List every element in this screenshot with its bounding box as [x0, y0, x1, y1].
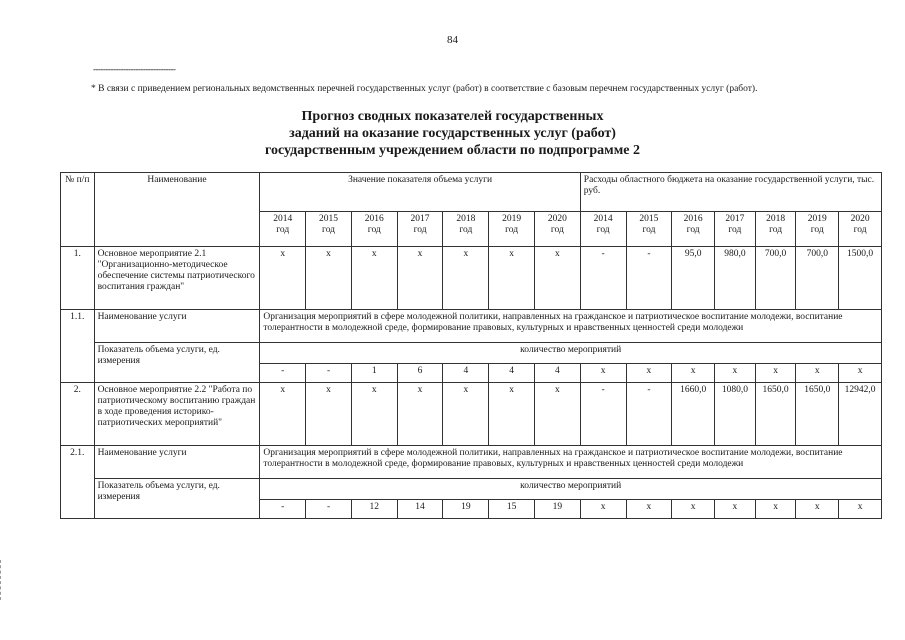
year-value: 2017 [725, 214, 745, 224]
year-header [755, 212, 796, 247]
page-number: 84 [447, 34, 458, 46]
indicator-label: Показатель объема услуги, ед. измерения [94, 479, 260, 519]
year-suffix: год [686, 225, 700, 235]
expense-value: 1650,0 [796, 383, 839, 446]
year-value: 2020 [850, 214, 870, 224]
year-value: 2015 [319, 214, 339, 224]
expense-value: 980,0 [715, 247, 756, 310]
year-header [715, 212, 756, 247]
service-description: Организация мероприятий в сфере молодежной политики, направленных на гражданское и патриотическое воспитание молодежи, воспитание толерантности в молодежной среде, формирование правовых, культурных и нравственных ценностей среди молодежи [260, 310, 882, 343]
indicator-value: 12 [351, 500, 397, 519]
indicator-value: 6 [397, 364, 443, 383]
volume-value: х [260, 247, 306, 310]
volume-value: х [534, 383, 580, 446]
year-suffix: год [322, 225, 336, 235]
year-value: 2018 [456, 214, 476, 224]
year-header [351, 212, 397, 247]
indicator-unit: количество мероприятий [260, 479, 882, 500]
expense-value: - [626, 247, 672, 310]
expense-value: 12942,0 [839, 383, 882, 446]
indicator-value: 15 [489, 500, 535, 519]
indicator-label: Показатель объема услуги, ед. измерения [94, 343, 260, 383]
service-description: Организация мероприятий в сфере молодежной политики, направленных на гражданское и патриотическое воспитание молодежи, воспитание толерантности в молодежной среде, формирование правовых, культурных и нравственных ценностей среди молодежи [260, 446, 882, 479]
year-suffix: год [810, 225, 824, 235]
volume-value: х [397, 383, 443, 446]
year-value: 2015 [639, 214, 659, 224]
title-line: заданий на оказание государственных услуг (работ) [289, 126, 616, 141]
year-header [796, 212, 839, 247]
year-header [672, 212, 715, 247]
volume-value: х [351, 383, 397, 446]
indicator-value: - [260, 364, 306, 383]
year-suffix: год [459, 225, 473, 235]
expense-value: 1080,0 [715, 383, 756, 446]
volume-value: х [534, 247, 580, 310]
year-suffix: год [642, 225, 656, 235]
indicator-value: 19 [443, 500, 489, 519]
volume-value: х [260, 383, 306, 446]
year-value: 2017 [410, 214, 430, 224]
expense-value: 1650,0 [755, 383, 796, 446]
indicator-value: х [839, 500, 882, 519]
indicator-value: х [626, 500, 672, 519]
indicator-value: х [755, 364, 796, 383]
measure-row [61, 383, 882, 446]
indicator-value: 4 [443, 364, 489, 383]
year-header [397, 212, 443, 247]
year-header [626, 212, 672, 247]
volume-value: х [489, 383, 535, 446]
header-name: Наименование [94, 173, 260, 247]
measure-name: Основное мероприятие 2.2 "Работа по патриотическому воспитанию граждан в ходе проведения историко-патриотических мероприятий" [94, 383, 260, 446]
expense-value: 1500,0 [839, 247, 882, 310]
forecast-table [60, 172, 882, 519]
year-header [580, 212, 626, 247]
year-suffix: год [853, 225, 867, 235]
indicator-value: х [715, 364, 756, 383]
indicator-value: х [715, 500, 756, 519]
expense-value: - [626, 383, 672, 446]
year-suffix: год [413, 225, 427, 235]
volume-value: х [397, 247, 443, 310]
year-suffix: год [596, 225, 610, 235]
volume-value: х [443, 383, 489, 446]
year-header [443, 212, 489, 247]
expense-value: 700,0 [755, 247, 796, 310]
year-header [839, 212, 882, 247]
year-value: 2014 [593, 214, 613, 224]
title-line: государственным учреждением области по подпрограмме 2 [265, 143, 640, 158]
expense-value: 1660,0 [672, 383, 715, 446]
footnote: * В связи с приведением региональных ведомственных перечней государственных услуг (работ) в соответствие с базовым перечнем государственных услуг (работ). [91, 84, 758, 94]
year-suffix: год [505, 225, 519, 235]
year-value: 2019 [807, 214, 827, 224]
indicator-value: 1 [351, 364, 397, 383]
year-suffix: год [276, 225, 290, 235]
expense-value: 95,0 [672, 247, 715, 310]
indicator-unit: количество мероприятий [260, 343, 882, 364]
indicator-row [61, 479, 882, 500]
indicator-value: х [626, 364, 672, 383]
volume-value: х [443, 247, 489, 310]
row-number: 1.1. [61, 310, 95, 383]
year-value: 2016 [364, 214, 384, 224]
footnote-separator: --------------------------------- [93, 64, 176, 74]
indicator-value: 19 [534, 500, 580, 519]
year-value: 2014 [273, 214, 293, 224]
indicator-value: - [306, 364, 352, 383]
volume-value: х [351, 247, 397, 310]
indicator-value: х [796, 364, 839, 383]
year-header [306, 212, 352, 247]
year-suffix: год [367, 225, 381, 235]
header-volume: Значение показателя объема услуги [260, 173, 580, 212]
indicator-value: 4 [489, 364, 535, 383]
expense-value: - [580, 247, 626, 310]
indicator-value: х [755, 500, 796, 519]
service-row [61, 310, 882, 343]
scan-edge-mark [0, 560, 7, 600]
indicator-value: х [580, 364, 626, 383]
indicator-value: - [260, 500, 306, 519]
indicator-value: х [672, 364, 715, 383]
document-title [0, 108, 905, 159]
indicator-value: х [672, 500, 715, 519]
header-row [61, 173, 882, 212]
year-value: 2016 [683, 214, 703, 224]
header-expense: Расходы областного бюджета на оказание государственной услуги, тыс. руб. [580, 173, 881, 212]
year-header [260, 212, 306, 247]
measure-name: Основное мероприятие 2.1 "Организационно-методическое обеспечение системы патриотического воспитания граждан" [94, 247, 260, 310]
volume-value: х [306, 247, 352, 310]
year-suffix: год [728, 225, 742, 235]
indicator-value: - [306, 500, 352, 519]
year-value: 2018 [766, 214, 786, 224]
indicator-value: 14 [397, 500, 443, 519]
row-number: 1. [61, 247, 95, 310]
indicator-row [61, 343, 882, 364]
service-label: Наименование услуги [94, 446, 260, 479]
year-value: 2019 [502, 214, 522, 224]
row-number: 2.1. [61, 446, 95, 519]
header-num: № п/п [61, 173, 95, 247]
volume-value: х [306, 383, 352, 446]
measure-row [61, 247, 882, 310]
title-line: Прогноз сводных показателей государственных [301, 109, 604, 124]
indicator-value: х [580, 500, 626, 519]
year-value: 2020 [547, 214, 567, 224]
indicator-value: х [796, 500, 839, 519]
service-row [61, 446, 882, 479]
expense-value: - [580, 383, 626, 446]
year-header [534, 212, 580, 247]
volume-value: х [489, 247, 535, 310]
year-suffix: год [769, 225, 783, 235]
indicator-value: 4 [534, 364, 580, 383]
indicator-value: х [839, 364, 882, 383]
expense-value: 700,0 [796, 247, 839, 310]
row-number: 2. [61, 383, 95, 446]
year-suffix: год [550, 225, 564, 235]
service-label: Наименование услуги [94, 310, 260, 343]
year-header [489, 212, 535, 247]
